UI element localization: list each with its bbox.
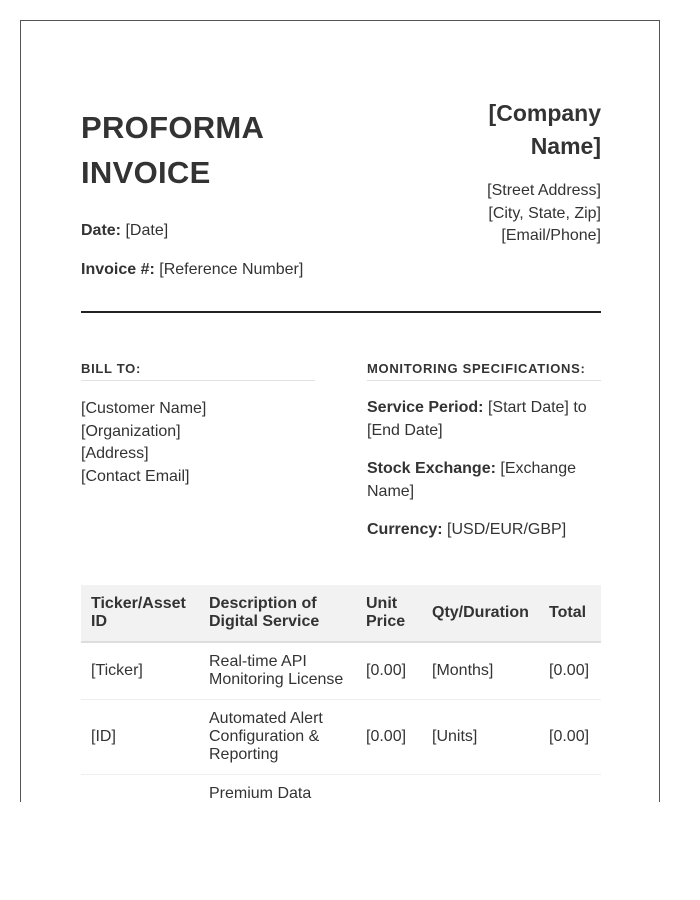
cell-total bbox=[539, 775, 601, 803]
stock-exchange-value: [Exchange Name] bbox=[367, 460, 576, 500]
cell-unit-price bbox=[356, 775, 422, 803]
invoice-number-label: Invoice #: bbox=[81, 261, 155, 278]
line-items-table bbox=[81, 585, 601, 802]
cell-total: [0.00] bbox=[539, 700, 601, 775]
company-address bbox=[401, 180, 601, 248]
bill-to-address: [Address] bbox=[81, 445, 149, 462]
specifications-section bbox=[367, 361, 601, 542]
service-period bbox=[367, 397, 601, 442]
service-period-label: Service Period: bbox=[367, 399, 484, 416]
cell-unit-price: [0.00] bbox=[356, 642, 422, 700]
invoice-title-line2: INVOICE bbox=[81, 155, 211, 190]
invoice-date-value: [Date] bbox=[125, 222, 169, 239]
invoice-title-block bbox=[81, 105, 303, 280]
cell-qty-duration: [Months] bbox=[422, 642, 539, 700]
service-period-value: [Start Date] to [End Date] bbox=[367, 399, 587, 439]
table-row bbox=[81, 775, 601, 803]
invoice-number-value: [Reference Number] bbox=[159, 261, 304, 278]
cell-description: Premium Data bbox=[199, 775, 356, 803]
cell-qty-duration bbox=[422, 775, 539, 803]
stock-exchange bbox=[367, 458, 601, 503]
invoice-date-row bbox=[81, 221, 303, 241]
company-block bbox=[401, 100, 601, 248]
invoice-header bbox=[81, 100, 601, 280]
invoice-date-label: Date: bbox=[81, 222, 122, 239]
cell-description: Real-time API Monitoring License bbox=[199, 642, 356, 700]
company-city: [City, State, Zip] bbox=[488, 204, 601, 222]
cell-ticker: [Ticker] bbox=[81, 642, 199, 700]
bill-to-heading: BILL TO: bbox=[81, 361, 315, 381]
cell-total: [0.00] bbox=[539, 642, 601, 700]
company-contact: [Email/Phone] bbox=[501, 227, 601, 244]
stock-exchange-label: Stock Exchange: bbox=[367, 460, 496, 477]
details-columns bbox=[81, 361, 601, 542]
cell-ticker bbox=[81, 775, 199, 803]
bill-to-customer: [Customer Name] bbox=[81, 400, 207, 417]
header-ticker: Ticker/Asset ID bbox=[81, 585, 199, 642]
bill-to-email: [Contact Email] bbox=[81, 467, 190, 485]
header-divider bbox=[81, 311, 601, 313]
currency bbox=[367, 519, 601, 542]
invoice-number-row bbox=[81, 260, 303, 280]
header-qty-duration: Qty/Duration bbox=[422, 585, 539, 642]
cell-description: Automated Alert Configuration & Reporting bbox=[199, 700, 356, 775]
cell-ticker: [ID] bbox=[81, 700, 199, 775]
specifications-heading: MONITORING SPECIFICATIONS: bbox=[367, 361, 601, 381]
header-total: Total bbox=[539, 585, 601, 642]
invoice-title bbox=[81, 105, 303, 195]
table-header-row bbox=[81, 585, 601, 642]
invoice-page bbox=[20, 20, 660, 802]
bill-to-lines bbox=[81, 398, 315, 488]
company-name-line2: Name] bbox=[530, 133, 601, 159]
table-row bbox=[81, 642, 601, 700]
bill-to-organization: [Organization] bbox=[81, 422, 181, 440]
company-name-line1: [Company bbox=[488, 100, 601, 126]
table-row bbox=[81, 700, 601, 775]
cell-unit-price: [0.00] bbox=[356, 700, 422, 775]
currency-value: [USD/EUR/GBP] bbox=[447, 521, 567, 538]
invoice-meta bbox=[81, 221, 303, 280]
cell-qty-duration: [Units] bbox=[422, 700, 539, 775]
table-body bbox=[81, 642, 601, 802]
currency-label: Currency: bbox=[367, 521, 443, 538]
header-description: Description of Digital Service bbox=[199, 585, 356, 642]
company-street: [Street Address] bbox=[487, 182, 601, 199]
table-head bbox=[81, 585, 601, 642]
header-unit-price: Unit Price bbox=[356, 585, 422, 642]
company-name bbox=[401, 97, 601, 163]
invoice-content bbox=[81, 100, 601, 802]
invoice-title-line1: PROFORMA bbox=[81, 110, 265, 145]
bill-to-section bbox=[81, 361, 315, 542]
